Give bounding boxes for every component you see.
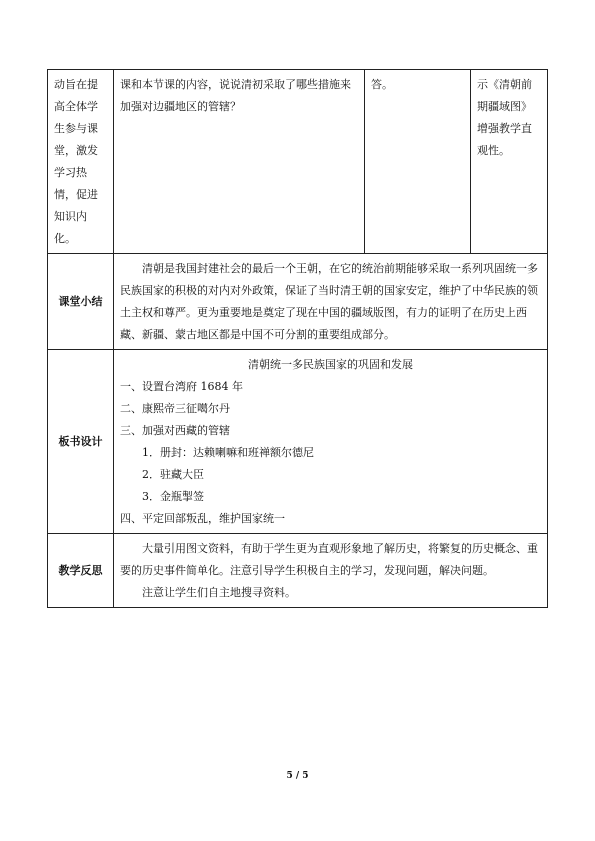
board-design-content xyxy=(114,350,548,534)
board-item-1: 一、设置台湾府 1684 年 xyxy=(120,380,243,393)
reflection-row xyxy=(48,534,548,608)
reflection-content xyxy=(114,534,548,608)
student-activity-cell: 答。 xyxy=(365,70,471,254)
board-item-4: 四、平定回部叛乱，维护国家统一 xyxy=(120,512,285,525)
board-design-row xyxy=(48,350,548,534)
reflection-text-1: 大量引用图文资料，有助于学生更为直观形象地了解历史，将繁复的历史概念、重要的历史事件简单化。注意引导学生积极自主的学习，发现问题，解决问题。 xyxy=(120,542,538,577)
summary-content xyxy=(114,254,548,350)
summary-label: 课堂小结 xyxy=(48,254,114,350)
summary-row xyxy=(48,254,548,350)
board-design-label: 板书设计 xyxy=(48,350,114,534)
activity-row xyxy=(48,70,548,254)
lesson-plan-table xyxy=(47,69,548,608)
teacher-activity-cell: 课和本节课的内容，说说清初采取了哪些措施来加强对边疆地区的管辖？ xyxy=(114,70,365,254)
reflection-label: 教学反思 xyxy=(48,534,114,608)
board-item-2: 二、康熙帝三征噶尔丹 xyxy=(120,402,230,415)
board-subitem-1: 1．册封：达赖喇嘛和班禅额尔德尼 xyxy=(142,446,314,459)
design-intent-cell: 动旨在提高全体学生参与课堂，激发学习热情，促进知识内化。 xyxy=(48,70,114,254)
board-subitem-2: 2．驻藏大臣 xyxy=(142,468,204,481)
board-subitem-3: 3．金瓶掣签 xyxy=(142,490,204,503)
summary-text: 清朝是我国封建社会的最后一个王朝，在它的统治前期能够采取一系列巩固统一多民族国家的积极的对内对外政策，保证了当时清王朝的国家安定，维护了中华民族的领土主权和尊严。更为重要地是奠定了现在中国的疆域版图，有力的证明了在历史上西藏、新疆、蒙古地区都是中国不可分割的重要组成部分。 xyxy=(120,262,538,341)
board-title: 清朝统一多民族国家的巩固和发展 xyxy=(248,358,413,371)
board-item-3: 三、加强对西藏的管辖 xyxy=(120,424,230,437)
media-cell: 示《清朝前期疆域图》增强教学直观性。 xyxy=(471,70,548,254)
page-number: 5 / 5 xyxy=(286,771,309,781)
reflection-text-2: 注意让学生们自主地搜寻资料。 xyxy=(142,586,296,599)
